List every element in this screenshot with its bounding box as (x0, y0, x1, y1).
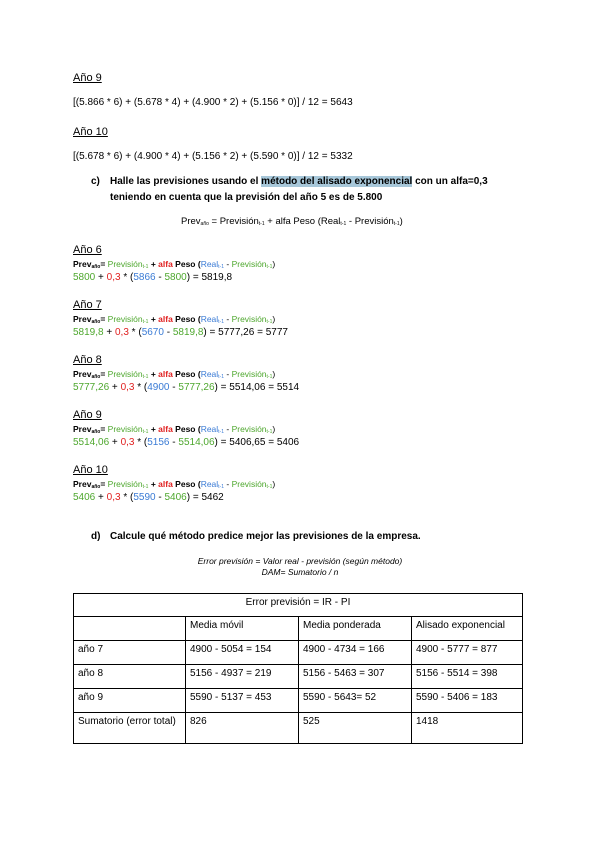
part-d-letter: d) (91, 531, 101, 542)
table-row-total (74, 713, 523, 744)
table-cell: 4900 - 5054 = 154 (186, 641, 299, 665)
year-formula: Prev$_{año}$= Previsión$_{t-1}$ + alfa Peso (Real$_{t-1}$ - Previsión$_{t-1}$) (73, 479, 276, 490)
year-calculation: 5777,26 + 0,3 * (4900 - 5777,26) = 5514,06 = 5514 (73, 382, 300, 393)
table-cell: 5156 - 5514 = 398 (412, 665, 523, 689)
general-formula: Prev$_{año}$ = Previsión$_{t-1}$ + alfa Peso (Real$_{t-1}$ - Previsión$_{t-1}$) (181, 216, 403, 227)
year-formula: Prev$_{año}$= Previsión$_{t-1}$ + alfa Peso (Real$_{t-1}$ - Previsión$_{t-1}$) (73, 314, 276, 325)
error-table (73, 593, 523, 744)
table-cell: año 8 (74, 665, 186, 689)
table-row (74, 665, 523, 689)
year-heading: Año 6 (73, 244, 102, 256)
table-cell: 826 (186, 713, 299, 744)
table-cell: 4900 - 5777 = 877 (412, 641, 523, 665)
year-formula: Prev$_{año}$= Previsión$_{t-1}$ + alfa Peso (Real$_{t-1}$ - Previsión$_{t-1}$) (73, 424, 276, 435)
table-header-row (74, 617, 523, 641)
table-title: Error previsión = IR - PI (74, 594, 523, 617)
table-cell: 5156 - 5463 = 307 (299, 665, 412, 689)
year9-heading: Año 9 (73, 72, 102, 84)
table-row (74, 689, 523, 713)
error-definition: Error previsión = Valor real - previsión (según método) (197, 556, 403, 566)
year10-formula: [(5.678 * 6) + (4.900 * 4) + (5.156 * 2) + (5.590 * 0)] / 12 = 5332 (73, 151, 353, 162)
table-cell: 5156 - 4937 = 219 (186, 665, 299, 689)
table-cell: 4900 - 4734 = 166 (299, 641, 412, 665)
year-formula: Prev$_{año}$= Previsión$_{t-1}$ + alfa Peso (Real$_{t-1}$ - Previsión$_{t-1}$) (73, 259, 276, 270)
part-c-text-line1: Halle las previsiones usando el método del alisado exponencial con un alfa=0,3 (110, 176, 488, 187)
highlighted-method: método del alisado exponencial (261, 176, 413, 187)
part-c-letter: c) (91, 176, 100, 187)
header-cell: Media móvil (186, 617, 299, 641)
part-c-text-line2: teniendo en cuenta que la previsión del año 5 es de 5.800 (110, 192, 383, 203)
year-formula: Prev$_{año}$= Previsión$_{t-1}$ + alfa Peso (Real$_{t-1}$ - Previsión$_{t-1}$) (73, 369, 276, 380)
year-heading: Año 10 (73, 464, 108, 476)
year-calculation: 5514,06 + 0,3 * (5156 - 5514,06) = 5406,65 = 5406 (73, 437, 300, 448)
table-cell: 5590 - 5643= 52 (299, 689, 412, 713)
header-cell (74, 617, 186, 641)
header-cell: Alisado exponencial (412, 617, 523, 641)
dam-definition: DAM= Sumatorio / n (261, 567, 339, 577)
year-heading: Año 7 (73, 299, 102, 311)
year-calculation: 5819,8 + 0,3 * (5670 - 5819,8) = 5777,26 = 5777 (73, 327, 288, 338)
year9-formula: [(5.866 * 6) + (5.678 * 4) + (4.900 * 2) + (5.156 * 0)] / 12 = 5643 (73, 97, 353, 108)
table-cell: 5590 - 5137 = 453 (186, 689, 299, 713)
table-row (74, 641, 523, 665)
part-d-text: Calcule qué método predice mejor las previsiones de la empresa. (110, 531, 421, 542)
year-calculation: 5800 + 0,3 * (5866 - 5800) = 5819,8 (73, 272, 233, 283)
table-cell: 5590 - 5406 = 183 (412, 689, 523, 713)
table-cell: Sumatorio (error total) (74, 713, 186, 744)
table-cell: 525 (299, 713, 412, 744)
table-cell: año 9 (74, 689, 186, 713)
table-cell: 1418 (412, 713, 523, 744)
year-calculation: 5406 + 0,3 * (5590 - 5406) = 5462 (73, 492, 224, 503)
year-heading: Año 8 (73, 354, 102, 366)
header-cell: Media ponderada (299, 617, 412, 641)
table-cell: año 7 (74, 641, 186, 665)
year10-heading: Año 10 (73, 126, 108, 138)
year-heading: Año 9 (73, 409, 102, 421)
